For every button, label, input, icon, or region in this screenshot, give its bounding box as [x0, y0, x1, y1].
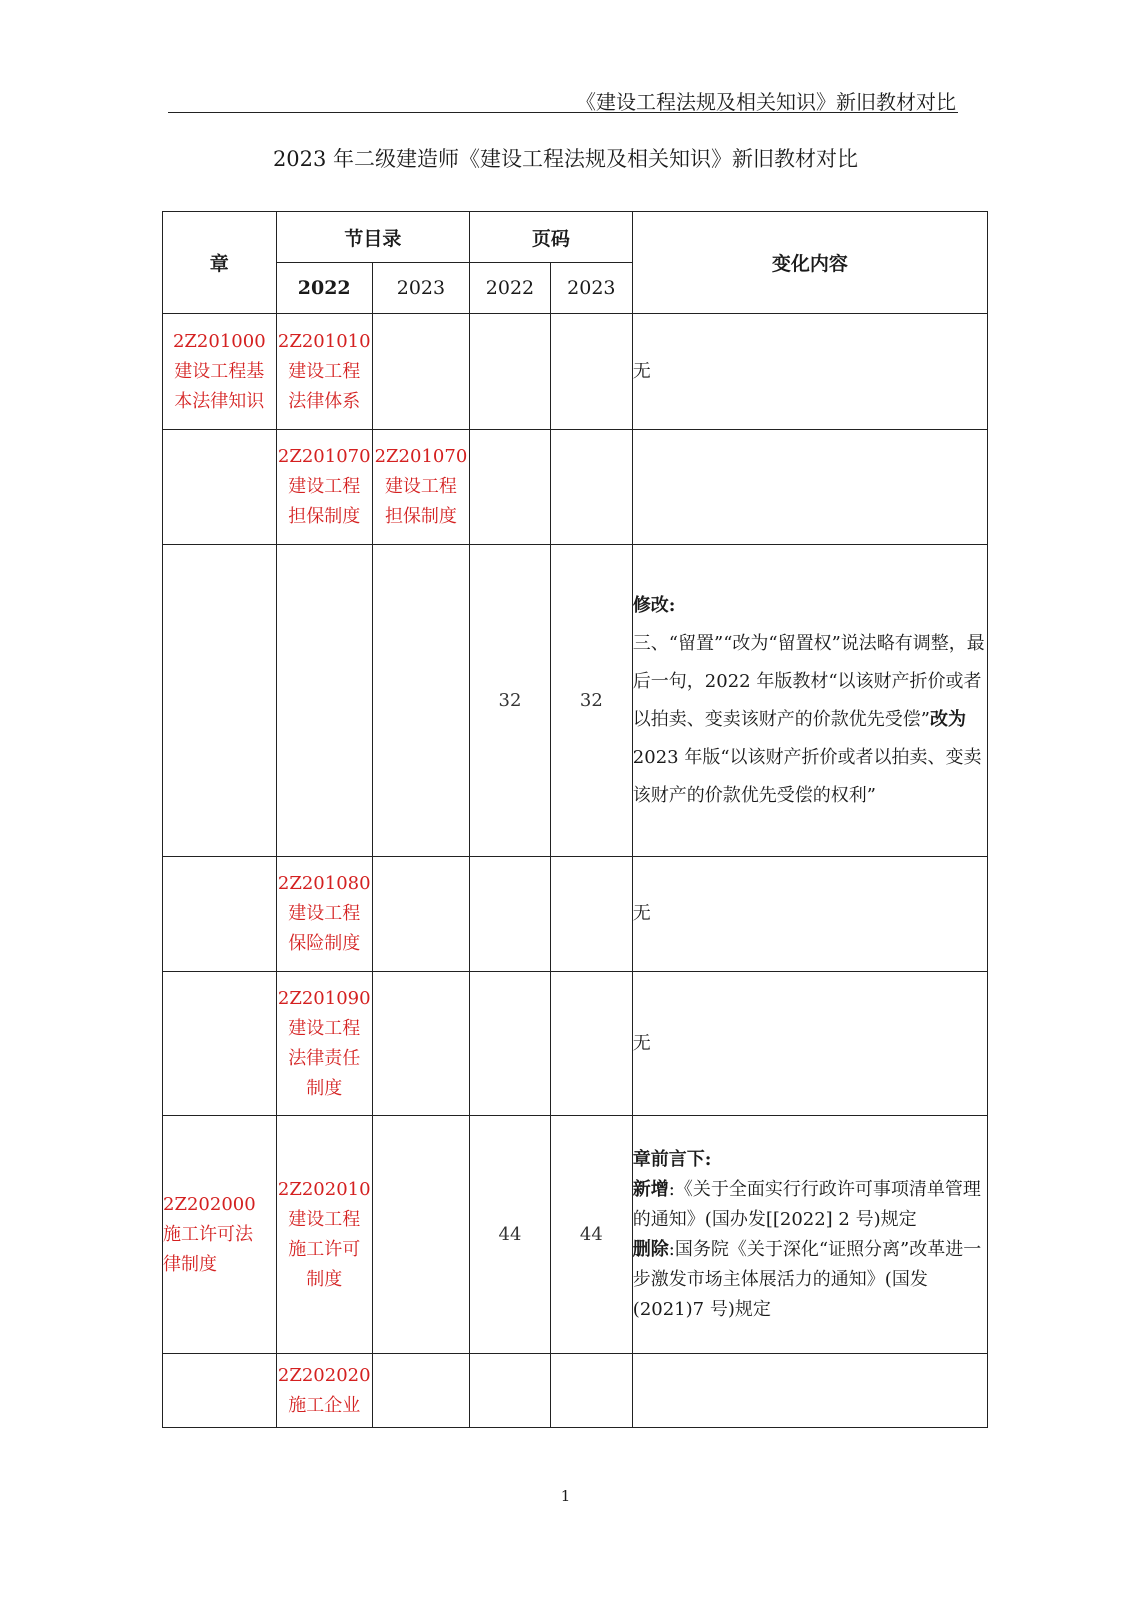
chapter-cell [163, 857, 277, 972]
sec2022-line: 2Z202020 [277, 1364, 371, 1386]
header-rule [168, 112, 958, 113]
chapter-line: 建设工程基 [174, 360, 265, 382]
page-2023-cell: 32 [550, 545, 632, 857]
header-section-2023: 2023 [372, 263, 469, 314]
page-2023-cell [550, 314, 632, 430]
change-emphasis: 改为 [930, 708, 966, 730]
section-2023-cell [372, 314, 469, 430]
section-2022-cell [276, 1116, 372, 1354]
change-cell [632, 1116, 987, 1354]
table-row [163, 314, 988, 430]
section-2022-cell [276, 972, 372, 1116]
document-title: 2023 年二级建造师《建设工程法规及相关知识》新旧教材对比 [272, 147, 859, 171]
chapter-cell [163, 430, 277, 545]
sec2022-line: 保险制度 [288, 933, 361, 954]
change-text: 三、“留置”“改为“留置权”说法略有调整，最后一句，2022 年版教材“以该财产折价或者以拍卖、变卖该财产的价款优先受偿” [632, 632, 985, 730]
change-paragraph [633, 1145, 987, 1175]
sec2022-line: 制度 [306, 1268, 343, 1290]
sec2022-line: 建设工程 [288, 360, 361, 382]
section-2022-cell [276, 857, 372, 972]
change-paragraph [633, 625, 987, 815]
change-text: 无 [632, 1032, 651, 1054]
change-cell [632, 314, 987, 430]
table-row [163, 857, 988, 972]
section-2023-cell [372, 972, 469, 1116]
change-paragraph [633, 895, 987, 933]
change-paragraph [633, 587, 987, 625]
chapter-line: 2Z202000 [163, 1193, 256, 1215]
sec2022-line: 建设工程 [288, 903, 361, 924]
change-label: 章前言下: [632, 1148, 712, 1170]
chapter-line: 2Z201000 [172, 330, 266, 352]
sec2022-line: 施工企业 [288, 1394, 361, 1416]
sec2022-line: 担保制度 [288, 506, 361, 527]
change-text: :《关于全面实行行政许可事项清单管理的通知》(国办发[[2022] 2 号)规定 [632, 1178, 981, 1230]
section-2023-cell [372, 1116, 469, 1354]
table-row [163, 545, 988, 857]
section-2023-cell [372, 545, 469, 857]
change-paragraph [633, 353, 987, 391]
sec2023-line: 担保制度 [384, 506, 457, 527]
section-2023-cell [372, 430, 469, 545]
change-cell [632, 430, 987, 545]
chapter-line: 本法律知识 [174, 390, 265, 412]
page-2023-cell: 44 [550, 1116, 632, 1354]
change-prefix: 新增 [632, 1178, 669, 1200]
sec2022-line: 制度 [306, 1077, 343, 1099]
header-chapter: 章 [163, 212, 277, 314]
header-page-2022: 2022 [470, 263, 551, 314]
page-2022-cell: 44 [470, 1116, 551, 1354]
page-2022-cell: 32 [470, 545, 551, 857]
change-text: 无 [632, 903, 651, 924]
chapter-cell [163, 972, 277, 1116]
sec2023-line: 2Z201070 [374, 446, 468, 467]
section-2022-cell [276, 545, 372, 857]
table-row [163, 430, 988, 545]
chapter-cell [163, 1116, 277, 1354]
page-number: 1 [560, 1487, 571, 1505]
chapter-line: 律制度 [163, 1253, 217, 1275]
chapter-cell [163, 545, 277, 857]
page-2023-cell [550, 1354, 632, 1428]
section-2023-cell [372, 857, 469, 972]
change-cell [632, 857, 987, 972]
sec2022-line: 2Z202010 [277, 1178, 371, 1200]
sec2022-line: 施工许可 [288, 1238, 361, 1260]
change-text: :国务院《关于深化“证照分离”改革进一步激发市场主体展活力的通知》(国发(2021)7 号)规定 [632, 1238, 982, 1320]
page-2023-cell [550, 430, 632, 545]
chapter-cell [163, 1354, 277, 1428]
page-2022-cell [470, 430, 551, 545]
change-prefix: 删除 [632, 1238, 669, 1260]
sec2023-line: 建设工程 [384, 476, 457, 497]
change-paragraph [633, 1025, 987, 1063]
page-2022-cell [470, 314, 551, 430]
change-text: 无 [632, 360, 651, 382]
change-cell [632, 972, 987, 1116]
sec2022-line: 2Z201090 [277, 987, 371, 1009]
sec2022-line: 2Z201080 [277, 873, 371, 894]
page-2022-cell [470, 857, 551, 972]
page-2023-cell [550, 972, 632, 1116]
sec2022-line: 法律责任 [288, 1047, 361, 1069]
chapter-cell [163, 314, 277, 430]
section-2022-cell [276, 314, 372, 430]
change-text: 2023 年版“以该财产折价或者以拍卖、变卖该财产的价款优先受偿的权利” [632, 746, 982, 806]
page-2022-cell [470, 972, 551, 1116]
sec2022-line: 法律体系 [288, 390, 361, 412]
page-2023-cell [550, 857, 632, 972]
change-paragraph [633, 1175, 987, 1235]
sec2022-line: 2Z201070 [277, 446, 371, 467]
sec2022-line: 建设工程 [288, 476, 361, 497]
table-row [163, 972, 988, 1116]
comparison-table [162, 211, 988, 1428]
running-header: 《建设工程法规及相关知识》新旧教材对比 [576, 90, 956, 114]
table-row [163, 1354, 988, 1428]
change-label: 修改: [632, 594, 676, 616]
header-page: 页码 [470, 212, 633, 263]
chapter-line: 施工许可法 [163, 1223, 253, 1245]
change-cell [632, 545, 987, 857]
section-2022-cell [276, 1354, 372, 1428]
change-cell [632, 1354, 987, 1428]
header-section-2022: 2022 [276, 263, 372, 314]
section-2023-cell [372, 1354, 469, 1428]
sec2022-line: 建设工程 [288, 1208, 361, 1230]
change-paragraph [633, 1235, 987, 1325]
header-section: 节目录 [276, 212, 469, 263]
page-2022-cell [470, 1354, 551, 1428]
header-change: 变化内容 [632, 212, 987, 314]
header-page-2023: 2023 [550, 263, 632, 314]
section-2022-cell [276, 430, 372, 545]
sec2022-line: 建设工程 [288, 1017, 361, 1039]
sec2022-line: 2Z201010 [277, 330, 371, 352]
table-row [163, 1116, 988, 1354]
